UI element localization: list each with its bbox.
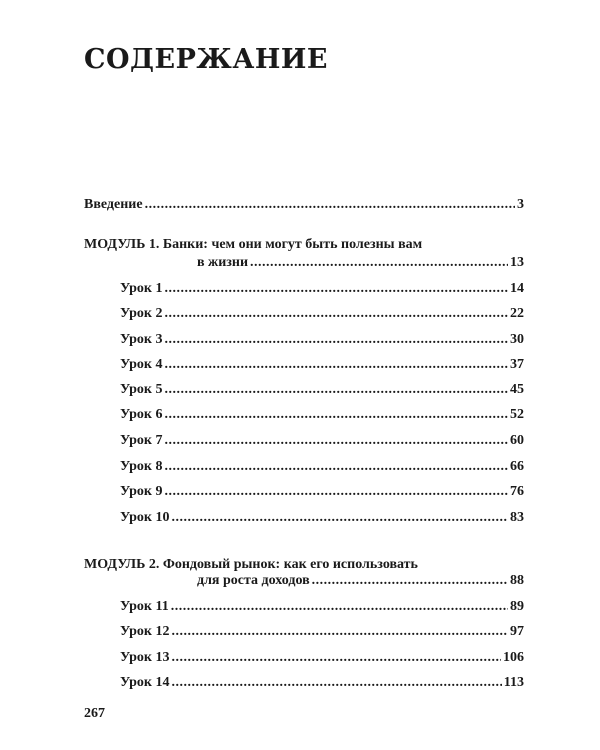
toc-entry-label: Урок 6 xyxy=(120,407,163,422)
dot-leader xyxy=(171,624,508,640)
toc-entry-label: Урок 7 xyxy=(120,433,163,448)
toc-entry-lesson xyxy=(120,675,524,691)
toc-entry-lesson xyxy=(120,624,524,640)
dot-leader xyxy=(164,357,508,373)
toc-entry-page: 97 xyxy=(510,624,524,639)
toc-entry-page: 3 xyxy=(517,197,524,212)
toc-entry-lesson xyxy=(120,332,524,348)
dot-leader xyxy=(171,510,508,526)
toc-entry-lesson xyxy=(120,382,524,398)
toc-entry-module xyxy=(197,573,524,589)
toc-entry-label: Урок 12 xyxy=(120,624,170,639)
toc-entry-lesson xyxy=(120,306,524,322)
dot-leader xyxy=(250,255,508,271)
toc-entry-page: 52 xyxy=(510,407,524,422)
dot-leader xyxy=(164,407,508,423)
toc-entry-lesson xyxy=(120,484,524,500)
toc-entry-page: 66 xyxy=(510,459,524,474)
toc-entry-lesson xyxy=(120,510,524,526)
page-number: 267 xyxy=(84,706,105,721)
dot-leader xyxy=(171,675,501,691)
dot-leader xyxy=(145,197,515,213)
toc-entry-label: Урок 10 xyxy=(120,510,170,525)
dot-leader xyxy=(164,281,508,297)
toc-entry-label: Урок 14 xyxy=(120,675,170,690)
toc-entry-label: Урок 13 xyxy=(120,650,170,665)
dot-leader xyxy=(164,433,508,449)
dot-leader xyxy=(171,650,501,666)
toc-entry-page: 89 xyxy=(510,599,524,614)
toc-entry-label: Урок 3 xyxy=(120,332,163,347)
toc-entry-lesson xyxy=(120,357,524,373)
toc-entry-page: 76 xyxy=(510,484,524,499)
dot-leader xyxy=(164,306,508,322)
toc-entry-label: в жизни xyxy=(197,255,249,270)
dot-leader xyxy=(164,459,508,475)
toc-entry-page: 37 xyxy=(510,357,524,372)
toc-entry-page: 113 xyxy=(503,675,524,690)
toc-entry-lesson xyxy=(120,281,524,297)
toc-entry-label: Урок 8 xyxy=(120,459,163,474)
toc-entry-page: 22 xyxy=(510,306,524,321)
toc-entry-label: для роста доходов xyxy=(197,573,310,588)
module-heading: МОДУЛЬ 2. Фондовый рынок: как его использовать xyxy=(84,557,418,572)
dot-leader xyxy=(312,573,508,589)
toc-entry-label: Урок 4 xyxy=(120,357,163,372)
toc-entry-lesson xyxy=(120,407,524,423)
toc-entry-label: Урок 9 xyxy=(120,484,163,499)
toc-entry-label: Введение xyxy=(84,197,143,212)
toc-entry-page: 14 xyxy=(510,281,524,296)
toc-entry-module xyxy=(197,255,524,271)
toc-entry-lesson xyxy=(120,433,524,449)
dot-leader xyxy=(164,332,508,348)
toc-entry-intro xyxy=(84,197,524,213)
page-title: СОДЕРЖАНИЕ xyxy=(84,44,328,75)
toc-entry-page: 30 xyxy=(510,332,524,347)
toc-entry-page: 45 xyxy=(510,382,524,397)
toc-entry-label: Урок 2 xyxy=(120,306,163,321)
toc-entry-page: 83 xyxy=(510,510,524,525)
toc-entry-label: Урок 11 xyxy=(120,599,169,614)
toc-entry-lesson xyxy=(120,599,524,615)
toc-entry-label: Урок 5 xyxy=(120,382,163,397)
toc-entry-lesson xyxy=(120,459,524,475)
dot-leader xyxy=(171,599,508,615)
toc-entry-label: Урок 1 xyxy=(120,281,163,296)
toc-entry-page: 106 xyxy=(503,650,524,665)
dot-leader xyxy=(164,484,508,500)
toc-entry-page: 13 xyxy=(510,255,524,270)
toc-entry-page: 60 xyxy=(510,433,524,448)
module-heading: МОДУЛЬ 1. Банки: чем они могут быть полезны вам xyxy=(84,237,423,252)
toc-entry-lesson xyxy=(120,650,524,666)
dot-leader xyxy=(164,382,508,398)
toc-entry-page: 88 xyxy=(510,573,524,588)
